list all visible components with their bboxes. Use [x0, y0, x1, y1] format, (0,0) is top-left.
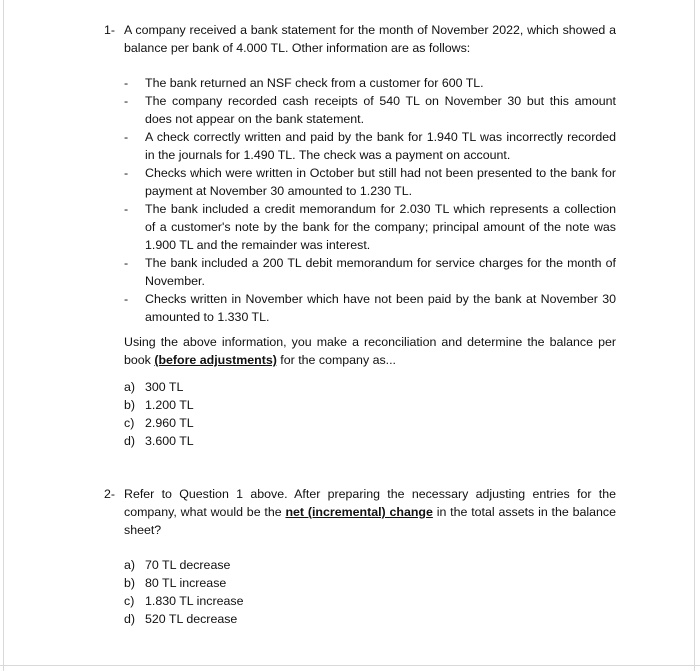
question-1-number: 1- — [104, 23, 116, 37]
page-border-bottom — [0, 665, 700, 666]
bullet-dash: - — [124, 94, 129, 108]
fact-item: - The bank returned an NSF check from a customer for 600 TL. — [124, 76, 484, 90]
bullet-dash: - — [124, 130, 129, 144]
fact-item: - The bank included a credit memorandum for 2.030 TL which represents a collection of a customer's note by the bank for the company; principal amount of the note was 1.900 TL and the remainder was interest. — [124, 202, 616, 252]
bullet-dash: - — [124, 292, 129, 306]
option-a[interactable]: a) 300 TL — [124, 380, 184, 394]
fact-item: - A check correctly written and paid by the bank for 1.940 TL was incorrectly recorded in the journals for 1.490 TL. The check was a payment on account. — [124, 130, 616, 162]
page-border-right — [694, 0, 695, 671]
page-border-left — [3, 0, 4, 671]
question-1-facts-list — [124, 74, 616, 326]
question-2-number: 2- — [104, 487, 116, 501]
option-b[interactable]: b) 1.200 TL — [124, 398, 194, 412]
option-d[interactable]: d) 520 TL decrease — [124, 612, 238, 626]
bullet-dash: - — [124, 202, 129, 216]
question-2-prompt: Refer to Question 1 above. After preparing the necessary adjusting entries for the company, what would be the net (incremental) change in the total assets in the balance sheet? — [124, 487, 616, 537]
option-d[interactable]: d) 3.600 TL — [124, 434, 194, 448]
fact-item: - The bank included a 200 TL debit memorandum for service charges for the month of November. — [124, 256, 616, 288]
fact-item: - Checks written in November which have not been paid by the bank at November 30 amounted to 1.330 TL. — [124, 292, 616, 324]
option-c[interactable]: c) 1.830 TL increase — [124, 594, 244, 608]
bullet-dash: - — [124, 76, 129, 90]
question-1-options — [124, 378, 194, 450]
option-c[interactable]: c) 2.960 TL — [124, 416, 194, 430]
fact-item: - Checks which were written in October but still had not been presented to the bank for payment at November 30 amounted to 1.230 TL. — [124, 166, 616, 198]
emphasis-before-adjustments: (before adjustments) — [154, 353, 277, 367]
emphasis-net-change: net (incremental) change — [285, 505, 433, 519]
question-1-prompt: Using the above information, you make a reconciliation and determine the balance per book (before adjustments) for the company as... — [124, 335, 616, 367]
question-1-intro: A company received a bank statement for the month of November 2022, which showed a balance per bank of 4.000 TL. Other information are as follows: — [124, 23, 616, 55]
question-2-options — [124, 556, 244, 628]
bullet-dash: - — [124, 166, 129, 180]
fact-item: - The company recorded cash receipts of 540 TL on November 30 but this amount does not appear on the bank statement. — [124, 94, 616, 126]
option-b[interactable]: b) 80 TL increase — [124, 576, 227, 590]
bullet-dash: - — [124, 256, 129, 270]
option-a[interactable]: a) 70 TL decrease — [124, 558, 231, 572]
